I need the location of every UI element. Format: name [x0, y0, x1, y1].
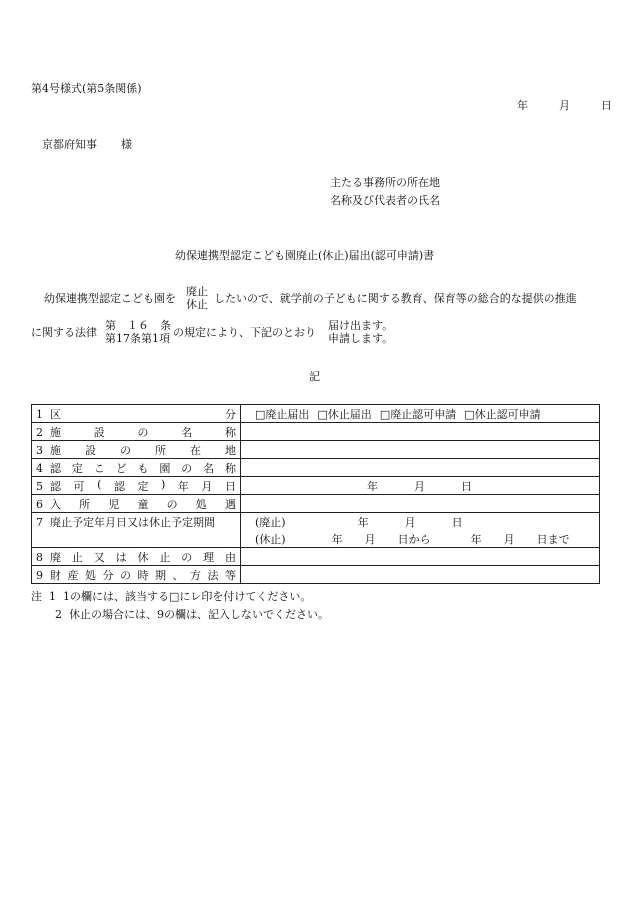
choice-abolish: 廃止 [186, 285, 208, 298]
note-prefix: 注 [31, 590, 42, 603]
table-row-scheduled-date-b [32, 530, 600, 548]
option-abolish-apply[interactable]: □廃止認可申請 [379, 407, 457, 421]
note-2: 2 休止の場合には、9の欄は、記入しないでください。 [55, 608, 329, 621]
row6-value[interactable] [241, 495, 600, 513]
row3-value[interactable] [241, 441, 600, 459]
addressee-name: 京都府知事 [42, 138, 97, 151]
row5-value[interactable]: 年 月 日 [241, 477, 600, 495]
table-row-children [32, 495, 600, 513]
table-row-scheduled-date-a [32, 513, 600, 531]
row2-value[interactable] [241, 423, 600, 441]
row7-suspend[interactable]: (休止) 年 月 日から 年 月 日まで [241, 530, 600, 548]
row7-label: 7 廃止予定年月日又は休止予定期間 [32, 513, 241, 531]
choice-apply: 申請します。 [328, 332, 394, 345]
row7-abolish[interactable]: (廃止) 年 月 日 [241, 513, 600, 531]
table-row-kodomoen-name [32, 459, 600, 477]
document-title: 幼保連携型認定こども園廃止(休止)届出(認可申請)書 [175, 249, 435, 262]
table-row-reason [32, 548, 600, 566]
row6-label: 6 入 所 児 童 の 処 遇 [32, 495, 241, 513]
row4-label: 4 認 定 こ ど も 園 の 名 称 [32, 459, 241, 477]
body-line2-mid: の規定により、下記のとおり [173, 326, 316, 339]
row1-options [241, 405, 600, 423]
date-year-label: 年 [517, 99, 528, 112]
choice-notify: 届け出ます。 [328, 319, 394, 332]
choice-article-16: 第 １６ 条 [105, 319, 171, 332]
ki-heading: 記 [309, 370, 320, 383]
row9-label: 9 財 産 処 分 の 時 期 、 方 法 等 [32, 566, 241, 584]
choice-abolish-suspend [186, 285, 208, 311]
row8-value[interactable] [241, 548, 600, 566]
note-2-text: 休止の場合には、9の欄は、記入しないでください。 [69, 608, 329, 621]
table-row-property [32, 566, 600, 584]
row8-label: 8 廃 止 又 は 休 止 の 理 由 [32, 548, 241, 566]
choice-article [105, 319, 171, 345]
addressee [42, 138, 132, 152]
row9-value[interactable] [241, 566, 600, 584]
row3-label: 3 施 設 の 所 在 地 [32, 441, 241, 459]
table-row-category [32, 405, 600, 423]
table-row-facility-address [32, 441, 600, 459]
applicant-address-label: 主たる事務所の所在地 [330, 176, 440, 189]
form-number: 第4号様式(第5条関係) [31, 82, 142, 95]
date-day-label: 日 [601, 99, 612, 112]
choice-action [328, 319, 393, 345]
choice-suspend: 休止 [186, 298, 208, 311]
row7-label-cont [32, 530, 241, 548]
option-suspend-notify[interactable]: □休止届出 [317, 407, 372, 421]
note-1: 注 1 1の欄には、該当する□にレ印を付けてください。 [31, 590, 312, 603]
option-abolish-notify[interactable]: □廃止届出 [255, 407, 310, 421]
row1-label: 1 区 分 [32, 405, 241, 423]
form-table [31, 404, 600, 584]
body-line1-start: 幼保連携型認定こども園を [44, 292, 176, 305]
applicant-name-label: 名称及び代表者の氏名 [330, 194, 440, 207]
addressee-honorific: 様 [121, 138, 132, 151]
table-row-approval-date [32, 477, 600, 495]
body-line2-start: に関する法律 [31, 326, 97, 339]
table-row-facility-name [32, 423, 600, 441]
option-suspend-apply[interactable]: □休止認可申請 [464, 407, 541, 421]
body-line1-end: したいので、就学前の子どもに関する教育、保育等の総合的な提供の推進 [214, 292, 577, 305]
date-month-label: 月 [559, 99, 570, 112]
row5-label: 5 認 可 ( 認 定 ) 年 月 日 [32, 477, 241, 495]
date-line [517, 99, 612, 113]
choice-article-17: 第17条第1項 [105, 332, 170, 345]
row2-label: 2 施 設 の 名 称 [32, 423, 241, 441]
row4-value[interactable] [241, 459, 600, 477]
note-1-text: 1の欄には、該当する□にレ印を付けてください。 [63, 590, 312, 603]
